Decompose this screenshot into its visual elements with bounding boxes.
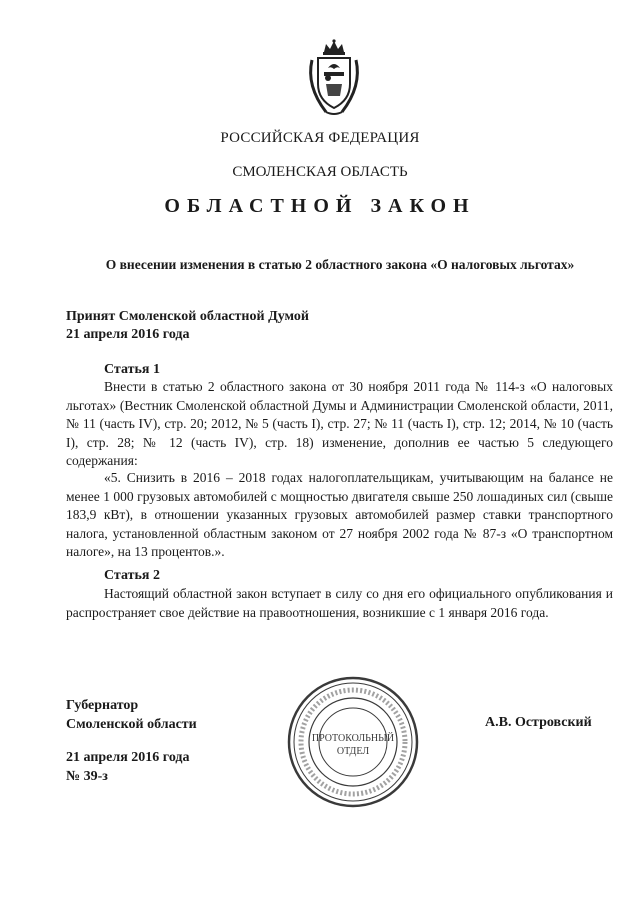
article-1-heading: Статья 1 [104,362,160,377]
law-number: № 39-з [66,769,108,784]
stamp-text: ПРОТОКОЛЬНЫЙ [311,733,395,744]
adoption-date: 21 апреля 2016 года [66,327,190,342]
article-2-heading: Статья 2 [104,568,160,583]
stamp-text: ОТДЕЛ [336,746,370,757]
article-2-text: Настоящий областной закон вступает в силу со дня его официального опубликования и распространяет свое действие на правоотношения, возникшие с 1 января 2016 года. [66,586,613,620]
country-heading: РОССИЙСКАЯ ФЕДЕРАЦИЯ [220,130,420,146]
coat-of-arms-icon [304,38,364,118]
signatory-name: А.В. Островский [485,715,592,730]
position-line: Смоленской области [66,717,197,732]
signatory-position [66,696,197,734]
region-heading: СМОЛЕНСКАЯ ОБЛАСТЬ [232,164,408,180]
article-1-quote: «5. Снизить в 2016 – 2018 годах налогоплательщикам, учитывающим на балансе не менее 1 000 грузовых автомобилей с мощностью двигателя свыше 250 лошадиных сил (свыше 183,9 кВт), в отношении указанных грузовых автомобилей размер ставки транспортного налога, установленной областным законом от 27 ноября 2002 года № 87-з «О транспортном налоге», на 13 процентов.». [66,470,613,559]
law-title: О внесении изменения в статью 2 областного закона «О налоговых льготах» [105,257,575,272]
position-line: Губернатор [66,698,139,713]
signing-date: 21 апреля 2016 года [66,750,190,765]
adoption-line: Принят Смоленской областной Думой [66,309,309,324]
adoption-block [66,308,309,344]
signing-info [66,748,190,786]
article-1-text: Внести в статью 2 областного закона от 30 ноября 2011 года № 114-з «О налоговых льготах» (Вестник Смоленской областной Думы и Администрации Смоленской области, 2011, № 11 (часть IV), стр. 20; 2012, № 5 (часть I), стр. 27; № 11 (часть I), стр. 12; 2014, № 10 (часть I), стр. 28; № 12 (часть IV), стр. 18) изменение, дополнив ее частью 5 следующего содержания: [66,379,613,468]
document-type-heading: ОБЛАСТНОЙ ЗАКОН [164,195,476,217]
